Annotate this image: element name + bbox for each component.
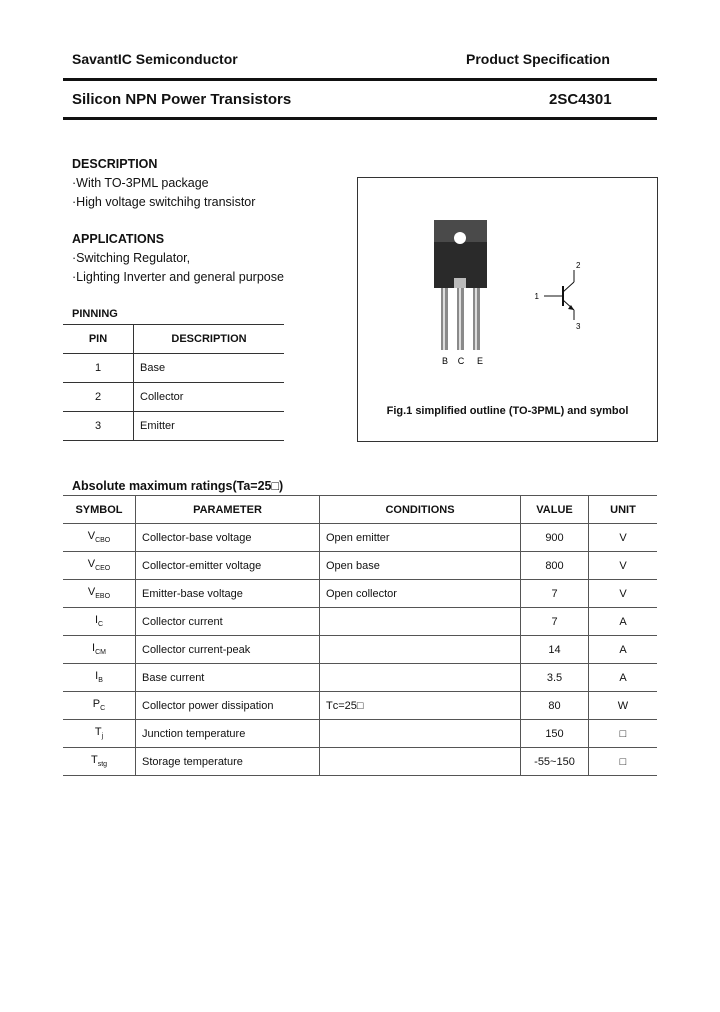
lead-label: B xyxy=(441,356,449,366)
npn-symbol-icon xyxy=(544,270,574,320)
symbol-cell xyxy=(63,748,136,776)
figure-caption: Fig.1 simplified outline (TO-3PML) and symbol xyxy=(386,405,629,417)
pinning-table xyxy=(63,324,284,441)
symbol-letter: V xyxy=(87,558,96,571)
ratings-table xyxy=(63,495,657,776)
pin-header: PIN xyxy=(63,325,134,354)
condition-cell: Open emitter xyxy=(320,524,521,552)
table-row xyxy=(63,552,657,580)
figure-box xyxy=(357,177,658,442)
symbol-subscript: CM xyxy=(95,649,106,657)
condition-cell xyxy=(320,636,521,664)
symbol-letter: T xyxy=(90,754,98,767)
table-row xyxy=(63,748,657,776)
parameter-cell: Emitter-base voltage xyxy=(136,580,320,608)
parameter-cell: Base current xyxy=(136,664,320,692)
table-row xyxy=(63,636,657,664)
header-rule xyxy=(63,78,657,81)
description-item: ·With TO-3PML package xyxy=(72,176,209,190)
applications-item: ·Lighting Inverter and general purpose xyxy=(72,270,284,284)
unit-cell: V xyxy=(589,524,658,552)
unit-cell: V xyxy=(589,580,658,608)
parameter-cell: Collector current xyxy=(136,608,320,636)
symbol-cell xyxy=(63,664,136,692)
value-cell: 14 xyxy=(521,636,589,664)
symbol-subscript: C xyxy=(100,705,106,713)
symbol-letter: V xyxy=(87,586,96,599)
symbol-subscript: stg xyxy=(97,761,108,769)
pin-number: 3 xyxy=(63,412,134,441)
table-row xyxy=(63,354,284,383)
table-row xyxy=(63,720,657,748)
parameter-cell: Collector current-peak xyxy=(136,636,320,664)
symbol-subscript: B xyxy=(98,677,103,685)
description-item: ·High voltage switchihg transistor xyxy=(72,195,256,209)
col-header: UNIT xyxy=(589,496,658,524)
value-cell: 900 xyxy=(521,524,589,552)
symbol-letter: I xyxy=(92,642,96,655)
value-cell: 7 xyxy=(521,580,589,608)
table-row xyxy=(63,383,284,412)
package-outline-image xyxy=(358,178,657,378)
pin-number: 2 xyxy=(63,383,134,412)
lead-label: E xyxy=(476,356,484,366)
table-row xyxy=(63,580,657,608)
symbol-cell xyxy=(63,720,136,748)
pin-description: Collector xyxy=(134,383,285,412)
unit-cell: A xyxy=(589,664,658,692)
applications-title: APPLICATIONS xyxy=(72,232,165,246)
col-header: SYMBOL xyxy=(63,496,136,524)
value-cell: 7 xyxy=(521,608,589,636)
doc-type: Product Specification xyxy=(466,51,610,67)
condition-cell xyxy=(320,664,521,692)
product-line: Silicon NPN Power Transistors xyxy=(72,91,292,108)
condition-cell xyxy=(320,720,521,748)
pin-number: 1 xyxy=(63,354,134,383)
symbol-pin-label: 2 xyxy=(576,261,581,270)
pin-description: Base xyxy=(134,354,285,383)
unit-cell: □ xyxy=(589,720,658,748)
pinning-header-row xyxy=(63,325,284,354)
parameter-cell: Collector power dissipation xyxy=(136,692,320,720)
table-row xyxy=(63,608,657,636)
value-cell: -55~150 xyxy=(521,748,589,776)
condition-cell: Open base xyxy=(320,552,521,580)
symbol-subscript: CEO xyxy=(95,565,111,573)
col-header: PARAMETER xyxy=(136,496,320,524)
condition-cell xyxy=(320,748,521,776)
unit-cell: A xyxy=(589,636,658,664)
applications-item: ·Switching Regulator, xyxy=(72,251,191,265)
part-number: 2SC4301 xyxy=(549,91,612,108)
pin-desc-header: DESCRIPTION xyxy=(134,325,285,354)
symbol-cell xyxy=(63,692,136,720)
unit-cell: V xyxy=(589,552,658,580)
value-cell: 800 xyxy=(521,552,589,580)
table-row xyxy=(63,692,657,720)
unit-cell: A xyxy=(589,608,658,636)
value-cell: 150 xyxy=(521,720,589,748)
value-cell: 3.5 xyxy=(521,664,589,692)
symbol-letter: I xyxy=(94,614,98,627)
symbol-pin-label: 1 xyxy=(534,292,539,301)
symbol-letter: P xyxy=(92,698,101,711)
condition-cell: Open collector xyxy=(320,580,521,608)
symbol-letter: V xyxy=(87,530,96,543)
table-row xyxy=(63,664,657,692)
symbol-subscript: C xyxy=(98,621,104,629)
ratings-title: Absolute maximum ratings(Ta=25□) xyxy=(72,479,284,493)
symbol-pin-label: 3 xyxy=(576,322,581,331)
mounting-hole xyxy=(454,232,466,244)
symbol-cell xyxy=(63,552,136,580)
value-cell: 80 xyxy=(521,692,589,720)
lead-label: C xyxy=(457,356,465,366)
symbol-subscript: j xyxy=(101,733,104,741)
ratings-header-row xyxy=(63,496,657,524)
parameter-cell: Collector-base voltage xyxy=(136,524,320,552)
symbol-cell xyxy=(63,608,136,636)
condition-cell xyxy=(320,608,521,636)
col-header: CONDITIONS xyxy=(320,496,521,524)
col-header: VALUE xyxy=(521,496,589,524)
symbol-letter: I xyxy=(95,670,99,683)
description-title: DESCRIPTION xyxy=(72,157,158,171)
unit-cell: W xyxy=(589,692,658,720)
pinning-title: PINNING xyxy=(72,308,118,320)
symbol-cell xyxy=(63,636,136,664)
header-rule-2 xyxy=(63,117,657,120)
company-name: SavantIC Semiconductor xyxy=(72,51,238,67)
symbol-subscript: EBO xyxy=(95,593,111,601)
symbol-cell xyxy=(63,524,136,552)
parameter-cell: Storage temperature xyxy=(136,748,320,776)
symbol-letter: T xyxy=(94,726,102,739)
symbol-cell xyxy=(63,580,136,608)
unit-cell: □ xyxy=(589,748,658,776)
pin-description: Emitter xyxy=(134,412,285,441)
table-row xyxy=(63,412,284,441)
table-row xyxy=(63,524,657,552)
symbol-subscript: CBO xyxy=(95,537,111,545)
parameter-cell: Collector-emitter voltage xyxy=(136,552,320,580)
condition-cell: Tᴄ=25□ xyxy=(320,692,521,720)
parameter-cell: Junction temperature xyxy=(136,720,320,748)
